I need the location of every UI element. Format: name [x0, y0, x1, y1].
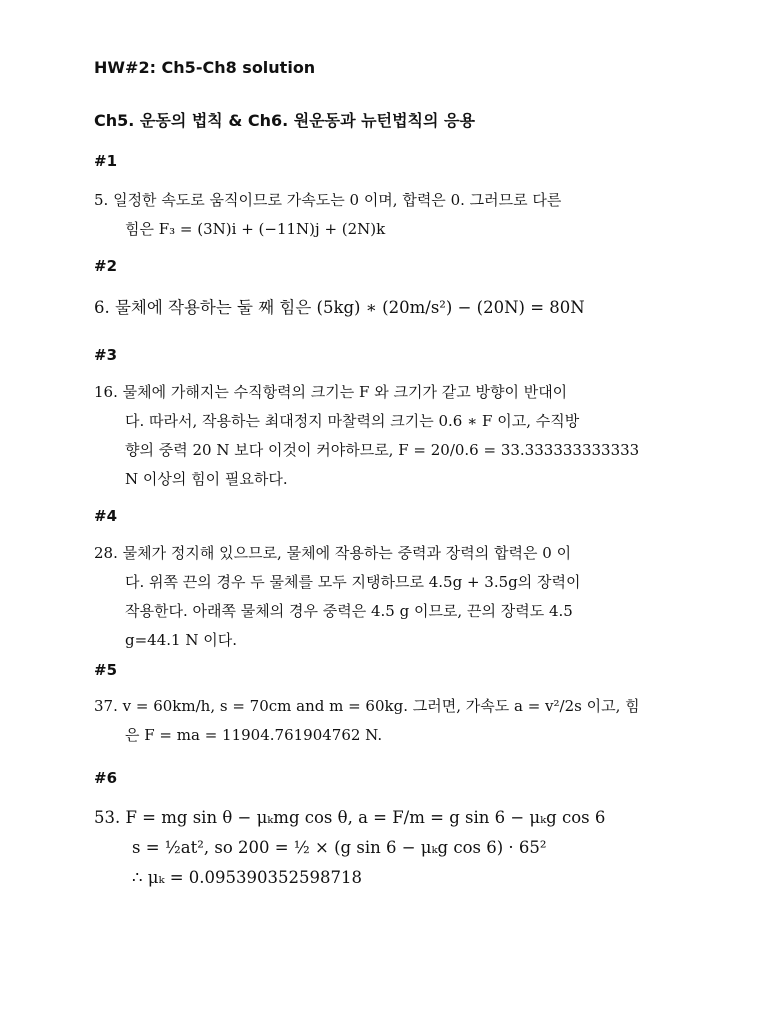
problem-number-5: #5 — [94, 661, 118, 679]
problem-2-text — [94, 293, 684, 323]
chapter-heading: Ch5. 운동의 법칙 & Ch6. 원운동과 뉴턴법칙의 응용 — [94, 111, 475, 130]
text-line: 16. 물체에 가해지는 수직항력의 크기는 F 와 크기가 같고 방향이 반대이 — [94, 383, 568, 401]
problem-3-text — [94, 378, 684, 494]
text-line: 다. 따라서, 작용하는 최대정지 마찰력의 크기는 0.6 ∗ F 이고, 수직방 — [125, 412, 580, 430]
text-line: 53. F = mg sin θ − μₖmg cos θ, a = F/m = g sin 6 − μₖg cos 6 — [94, 808, 606, 827]
text-line: 28. 물체가 정지해 있으므로, 물체에 작용하는 중력과 장력의 합력은 0 이 — [94, 544, 572, 562]
text-line: ∴ μₖ = 0.095390352598718 — [132, 868, 363, 887]
problem-5-text — [94, 692, 684, 750]
problem-number-6: #6 — [94, 769, 118, 787]
problem-6-text — [94, 803, 684, 893]
problem-number-1: #1 — [94, 152, 118, 170]
text-line: 작용한다. 아래쪽 물체의 경우 중력은 4.5 g 이므로, 끈의 장력도 4.5 — [125, 602, 573, 620]
text-line: 은 F = ma = 11904.761904762 N. — [125, 726, 383, 744]
text-line: g=44.1 N 이다. — [125, 631, 237, 649]
problem-1-text — [94, 186, 684, 244]
problem-number-2: #2 — [94, 257, 118, 275]
text-line: 6. 물체에 작용하는 둘 째 힘은 (5kg) ∗ (20m/s²) − (20N) = 80N — [94, 298, 585, 317]
text-line: 향의 중력 20 N 보다 이것이 커야하므로, F = 20/0.6 = 33.333333333333 — [125, 441, 640, 459]
text-line: 다. 위쪽 끈의 경우 두 물체를 모두 지탱하므로 4.5g + 3.5g의 장력이 — [125, 573, 581, 591]
text-line: 힘은 F₃ = (3N)i + (−11N)j + (2N)k — [125, 220, 386, 238]
problem-4-text — [94, 539, 684, 655]
text-line: 5. 일정한 속도로 움직이므로 가속도는 0 이며, 합력은 0. 그러므로 다른 — [94, 191, 562, 209]
problem-number-4: #4 — [94, 507, 118, 525]
problem-number-3: #3 — [94, 346, 118, 364]
document-title: HW#2: Ch5-Ch8 solution — [94, 58, 316, 77]
text-line: s = ½at², so 200 = ½ × (g sin 6 − μₖg cos 6) · 65² — [132, 838, 547, 857]
text-line: N 이상의 힘이 필요하다. — [125, 470, 288, 488]
text-line: 37. v = 60km/h, s = 70cm and m = 60kg. 그러면, 가속도 a = v²/2s 이고, 힘 — [94, 697, 640, 715]
